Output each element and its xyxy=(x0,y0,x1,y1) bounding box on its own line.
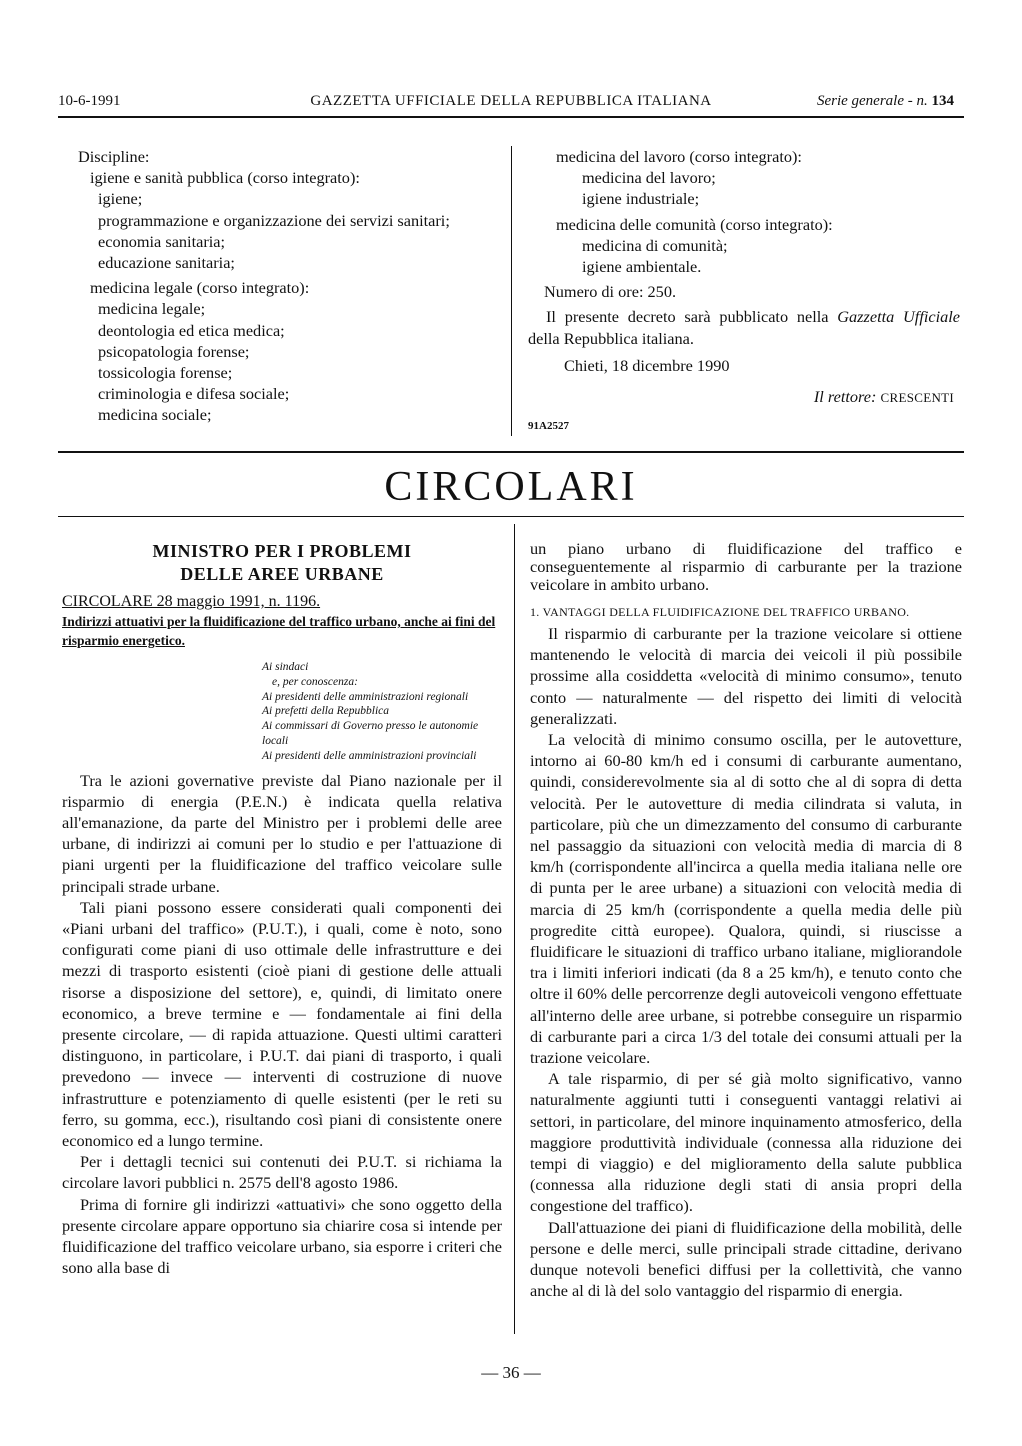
header-issue-number: 134 xyxy=(931,93,954,109)
header-series xyxy=(817,92,954,110)
body-paragraph: Dall'attuazione dei piani di fluidificazione della mobilità, delle persone e delle merci, sulle principali strade cittadine, derivano dunque notevoli benefici diffusi per la collettività, che vanno anche al di là del solo vantaggio del risparmio di energia. xyxy=(530,1217,962,1301)
course-item: medicina sociale; xyxy=(98,405,212,425)
publication-note-text: Il presente decreto sarà pubblicato nella xyxy=(546,307,838,327)
circular-title: CIRCOLARE 28 maggio 1991, n. 1196. xyxy=(62,593,321,610)
course-item: deontologia ed etica medica; xyxy=(98,320,285,340)
place-date: Chieti, 18 dicembre 1990 xyxy=(564,355,730,375)
course-title: medicina legale (corso integrato): xyxy=(90,278,310,298)
circular-right-column xyxy=(530,540,962,1302)
publication-note xyxy=(528,306,960,348)
signature-role: Il rettore: xyxy=(813,387,877,407)
section-title: CIRCOLARI xyxy=(384,464,638,510)
course-item: medicina legale; xyxy=(98,299,206,319)
addressee: Ai presidenti delle amministrazioni regionali xyxy=(262,690,469,703)
bottom-column-divider xyxy=(514,524,515,1334)
body-paragraph: Per i dettagli tecnici sui contenuti dei P.U.T. si richiama la circolare lavori pubblici n. 2575 dell'8 agosto 1986. xyxy=(62,1152,502,1193)
addressee: Ai commissari di Governo presso le autonomie locali xyxy=(262,720,479,747)
body-paragraph: Il risparmio di carburante per la trazione veicolare si ottiene mantenendo le velocità di marcia dei veicoli il più possibile prossime alla cosiddetta «velocità di minimo consumo», tenuto conto — naturalmente — del rispetto dei limiti di velocità generalizzati. xyxy=(530,624,962,728)
course-title: medicina delle comunità (corso integrato): xyxy=(556,214,833,234)
course-item: igiene industriale; xyxy=(582,189,700,209)
circular-subtitle: Indirizzi attuativi per la fluidificazione del traffico urbano, anche ai fini del risparmio energetico. xyxy=(62,614,496,648)
body-paragraph: Tra le azioni governative previste dal Piano nazionale per il risparmio di energia (P.E.N.) è indicata quella relativa all'emanazione, da parte del Ministro per i problemi delle aree urbane, di indirizzi ai comuni per lo studio e per l'attuazione di piani urgenti per la fluidificazione del traffico veicolare sulle principali strade urbane. xyxy=(62,770,502,896)
gazette-name: Gazzetta Ufficiale xyxy=(837,307,961,327)
top-right-column xyxy=(528,146,960,437)
page-number: — 36 — xyxy=(481,1363,541,1382)
course-title: igiene e sanità pubblica (corso integrato): xyxy=(90,168,360,188)
header-gazette-title: GAZZETTA UFFICIALE DELLA REPUBBLICA ITALIANA xyxy=(310,93,712,109)
course-item: tossicologia forense; xyxy=(98,363,233,383)
section-rule xyxy=(58,451,964,453)
course-title: medicina del lavoro (corso integrato): xyxy=(556,147,802,166)
course-item: igiene ambientale. xyxy=(582,257,702,277)
addressee: Ai prefetti della Repubblica xyxy=(262,705,389,718)
hours-count: Numero di ore: 250. xyxy=(544,282,677,302)
addressee: Ai sindaci xyxy=(262,661,309,673)
document-code: 91A2527 xyxy=(528,420,569,433)
body-paragraph: Tali piani possono essere considerati quali componenti dei «Piani urbani del traffico» (P.U.T.), i quali, come è noto, sono configurati come piani di uso ottimale delle infrastrutture e dei mezzi di trasporto esistenti (cioè piani di gestione delle attuali risorse a disposizione del settore), e, quindi, di limitato onere economico, a breve termine e — fondamentale ai fini della presente circolare, — di rapida attuazione. Questi ultimi caratteri distinguono, in particolare, i P.U.T. dai piani di trasporto, i quali prevedono — invece — interventi di costruzione di nuove infrastrutture e potenziamento di quelle esistenti (per le reti su ferro, su gomma, ecc.), risultando così piani di consistente onere economico ed a lungo termine. xyxy=(62,897,502,1151)
publication-note-text: della Repubblica italiana. xyxy=(528,328,694,348)
discipline-label: Discipline: xyxy=(78,147,150,166)
top-left-column xyxy=(62,146,500,426)
signature-name: CRESCENTI xyxy=(880,390,954,406)
addressee-note: e, per conoscenza: xyxy=(272,675,358,688)
top-column-divider xyxy=(511,146,512,436)
signature xyxy=(528,386,960,408)
course-item: igiene; xyxy=(98,189,143,209)
addressee: Ai presidenti delle amministrazioni provinciali xyxy=(262,749,477,762)
ministry-title-line1: MINISTRO PER I PROBLEMI xyxy=(152,541,412,561)
ministry-title-line2: DELLE AREE URBANE xyxy=(180,564,384,584)
circular-left-column xyxy=(62,540,502,1278)
course-item: programmazione e organizzazione dei servizi sanitari; xyxy=(98,210,450,230)
header-date: 10-6-1991 xyxy=(58,93,121,109)
addressees xyxy=(62,660,502,764)
course-item: medicina di comunità; xyxy=(582,235,728,255)
body-paragraph: Prima di fornire gli indirizzi «attuativi» che sono oggetto della presente circolare appare opportuno sia chiarire cosa si intende per fluidificazione del traffico veicolare urbano, sia esporre i criteri che sono alla base di xyxy=(62,1194,502,1278)
course-item: psicopatologia forense; xyxy=(98,341,250,361)
course-item: criminologia e difesa sociale; xyxy=(98,384,290,404)
header-series-label: Serie generale - n. xyxy=(816,93,928,109)
body-paragraph: La velocità di minimo consumo oscilla, per le autovetture, intorno ai 60-80 km/h ed i consumi di carburante aumentano, quindi, considerevolmente sia al di sotto che al di sopra di detta velocità. Per le autovetture di media cilindrata si valuta, in particolare, più che un dimezzamento del consumo di carburante nel passaggio da situazioni con velocità media di marcia di 8 km/h (corrispondente all'incirca a quella media italiana nelle ore di punta per le aree urbane) a situazioni con velocità media di marcia di 25 km/h (corrispondente a quella media delle più progredite città europee). Qualora, quindi, si riuscisse a fluidificare le situazioni di traffico urbano italiane, migliorandole tra i limiti inferiori indicati (da 8 a 25 km/h), e tenuto conto che oltre il 60% delle percorrenze degli autoveicoli vengono effettuate all'interno delle aree urbane, si potrebbe conseguire un risparmio di carburante pari a circa 1/3 del totale dei consumi attuali per la trazione veicolare. xyxy=(530,730,962,1068)
body-paragraph: A tale risparmio, di per sé già molto significativo, vanno naturalmente aggiunti tutti i conseguenti vantaggi relativi ai settori, in particolare, del minore inquinamento atmosferico, della maggiore produttività individuale (connessa alla riduzione dei tempi di viaggio) e del miglioramento della salute pubblica (connessa alla riduzione degli stati di ansia propri della congestione del traffico). xyxy=(530,1069,962,1216)
course-item: economia sanitaria; xyxy=(98,231,226,251)
header-rule xyxy=(58,116,964,118)
section-underline xyxy=(58,516,964,517)
course-item: educazione sanitaria; xyxy=(98,253,235,273)
course-item: medicina del lavoro; xyxy=(582,168,716,188)
section-heading: 1. VANTAGGI DELLA FLUIDIFICAZIONE DEL TRAFFICO URBANO. xyxy=(530,605,910,619)
body-paragraph: un piano urbano di fluidificazione del traffico e conseguentemente al risparmio di carburante per la trazione veicolare in ambito urbano. xyxy=(530,539,962,594)
